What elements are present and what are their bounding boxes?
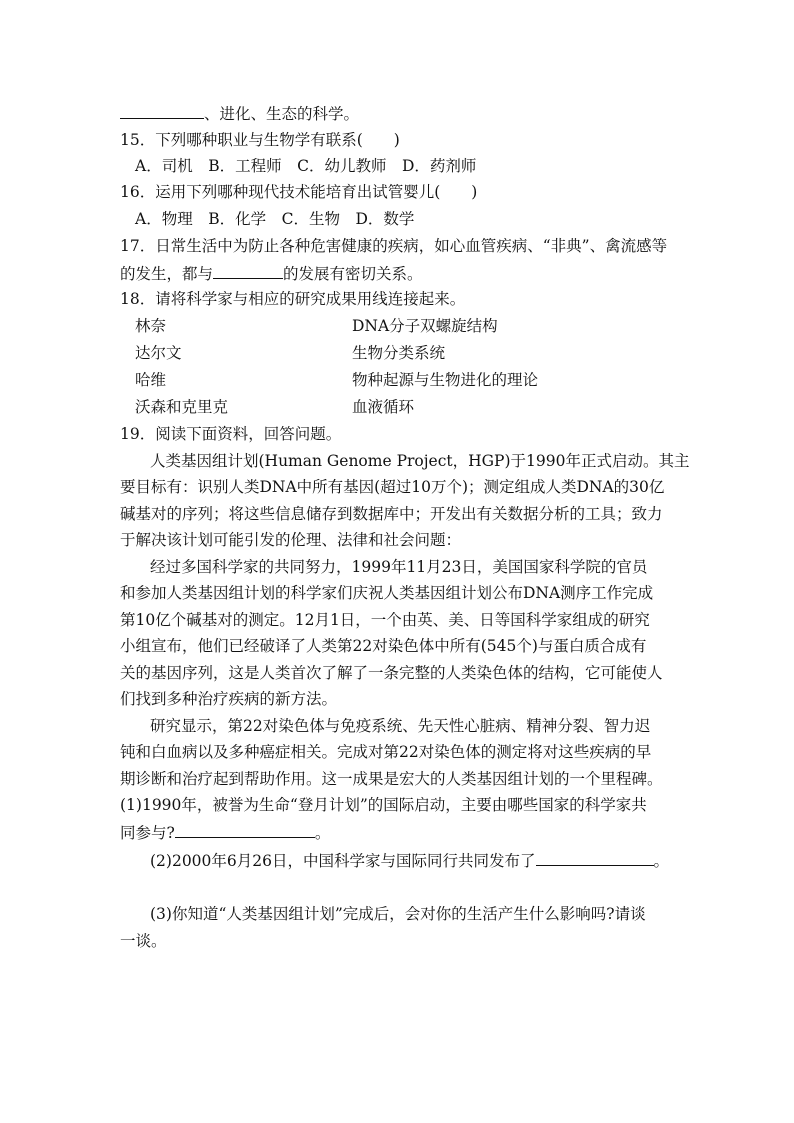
q19-stem: 19．阅读下面资料，回答问题。	[120, 425, 342, 443]
passage-line: 关的基因序列，这是人类首次了解了一条完整的人类染色体的结构，它可能使人	[120, 664, 663, 682]
passage-line: 于解决该计划可能引发的伦理、法律和社会问题：	[120, 531, 462, 549]
passage-line: 要目标有：识别人类DNA中所有基因(超过10万个)；测定组成人类DNA的30亿	[120, 478, 665, 496]
scientist-item[interactable]: 达尔文	[135, 344, 182, 362]
q17-line1: 17．日常生活中为防止各种危害健康的疾病，如心血管疾病、“非典”、禽流感等	[120, 237, 668, 255]
answer-blank[interactable]	[536, 849, 654, 866]
q19-sub3-line2: 一谈。	[120, 932, 167, 950]
passage-line: 研究显示，第22对染色体与免疫系统、先天性心脏病、精神分裂、智力迟	[150, 717, 651, 735]
passage-line: 们找到多种治疗疾病的新方法。	[120, 690, 338, 708]
passage-line: 小组宣布，他们已经破译了人类第22对染色体中所有(545个)与蛋白质合成有	[120, 637, 647, 655]
q18-stem: 18．请将科学家与相应的研究成果用线连接起来。	[120, 290, 466, 308]
achievement-item[interactable]: 物种起源与生物进化的理论	[352, 371, 539, 389]
passage-line: 钝和白血病以及多种癌症相关。完成对第22对染色体的测定将对这些疾病的早	[120, 743, 652, 761]
scientist-item[interactable]: 沃森和克里克	[135, 398, 229, 416]
q19-sub1-line1: (1)1990年，被誉为生命“登月计划”的国际启动，主要由哪些国家的科学家共	[120, 796, 647, 814]
passage-line: 经过多国科学家的共同努力，1999年11月23日，美国国家科学院的官员	[150, 558, 648, 576]
answer-blank[interactable]	[175, 821, 315, 838]
intro-line: 、进化、生态的科学。	[120, 102, 359, 125]
achievement-item[interactable]: 生物分类系统	[352, 344, 446, 362]
passage-line: 第10亿个碱基对的测定。12月1日，一个由英、美、日等国科学家组成的研究	[120, 611, 650, 629]
achievement-item[interactable]: 血液循环	[352, 398, 415, 416]
q15-stem: 15．下列哪种职业与生物学有联系( )	[120, 131, 400, 149]
q19-sub2: (2)2000年6月26日，中国科学家与国际同行共同发布了 。	[150, 849, 669, 872]
passage-line: 人类基因组计划(Human Genome Project，HGP)于1990年正式启动。其主	[150, 452, 690, 470]
achievement-item[interactable]: DNA分子双螺旋结构	[352, 317, 498, 335]
q17-line2: 的发生，都与 的发展有密切关系。	[120, 262, 423, 285]
q16-options: A．物理 B．化学 C．生物 D．数学	[135, 210, 415, 228]
answer-blank[interactable]	[213, 262, 283, 279]
passage-line: 碱基对的序列；将这些信息储存到数据库中；开发出有关数据分析的工具；致力	[120, 505, 663, 523]
scientist-item[interactable]: 哈维	[135, 371, 167, 389]
q19-sub3-line1: (3)你知道“人类基因组计划”完成后，会对你的生活产生什么影响吗?请谈	[150, 905, 646, 923]
passage-line: 和参加人类基因组计划的科学家们庆祝人类基因组计划公布DNA测序工作完成	[120, 584, 654, 602]
q16-stem: 16．运用下列哪种现代技术能培育出试管婴儿( )	[120, 183, 478, 201]
q19-sub1-line2: 同参与? 。	[120, 821, 330, 844]
passage-line: 期诊断和治疗起到帮助作用。这一成果是宏大的人类基因组计划的一个里程碑。	[120, 770, 663, 788]
answer-blank[interactable]	[120, 102, 204, 119]
q15-options: A．司机 B．工程师 C．幼儿教师 D．药剂师	[135, 157, 477, 175]
scientist-item[interactable]: 林奈	[135, 317, 167, 335]
